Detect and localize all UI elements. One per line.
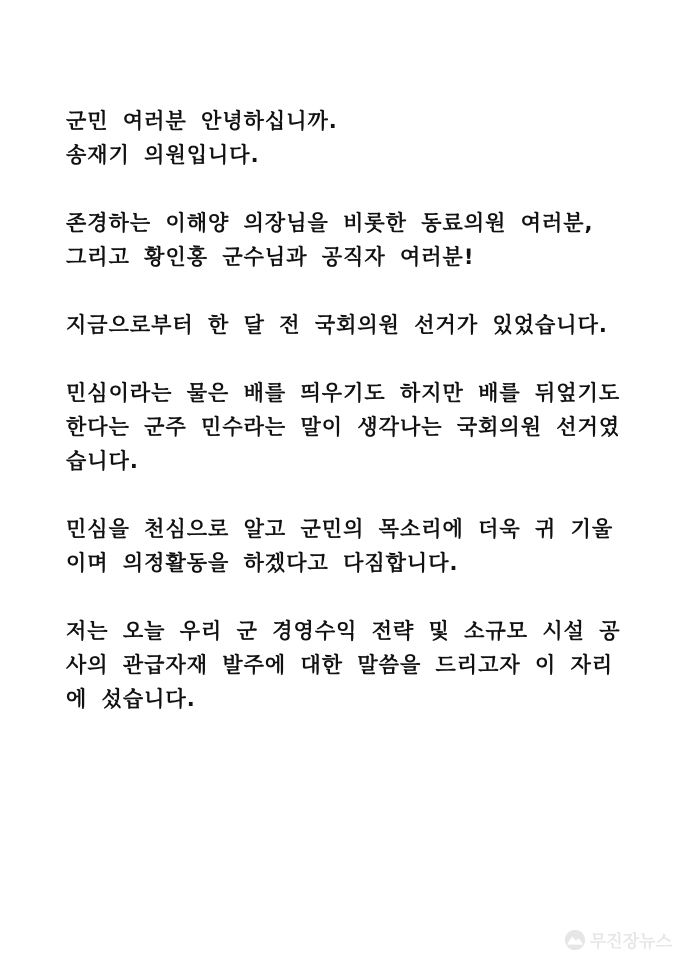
paragraph-address [66,206,626,274]
text-line: 한다는 군주 민수라는 말이 생각나는 국회의원 선거였 [66,415,621,439]
text-line: 이며 의정활동을 하겠다고 다짐합니다. [66,551,459,575]
paragraph-greeting [66,104,626,172]
text-line: 저는 오늘 우리 군 경영수익 전략 및 소규모 시설 공 [66,619,621,643]
text-line: 습니다. [66,449,139,473]
paragraph-topic [66,614,626,716]
paragraph-pledge [66,512,626,580]
paragraph-election [66,308,626,342]
text-line: 송재기 의원입니다. [66,143,260,167]
text-line: 존경하는 이해양 의장님을 비롯한 동료의원 여러분, [66,211,594,235]
mountain-logo-icon [564,929,586,951]
watermark-text: 무진장뉴스 [589,932,672,952]
text-line: 민심을 천심으로 알고 군민의 목소리에 더욱 귀 기울 [66,517,614,541]
text-line: 지금으로부터 한 달 전 국회의원 선거가 있었습니다. [66,313,608,337]
text-line: 그리고 황인홍 군수님과 공직자 여러분! [66,245,475,269]
text-line: 에 섰습니다. [66,687,196,711]
text-line: 군민 여러분 안녕하십니까. [66,109,338,133]
paragraph-public-sentiment [66,376,626,478]
speech-document [66,104,626,750]
text-line: 민심이라는 물은 배를 띄우기도 하지만 배를 뒤엎기도 [66,381,621,405]
watermark [564,927,672,952]
text-line: 사의 관급자재 발주에 대한 말씀을 드리고자 이 자리 [66,653,614,677]
